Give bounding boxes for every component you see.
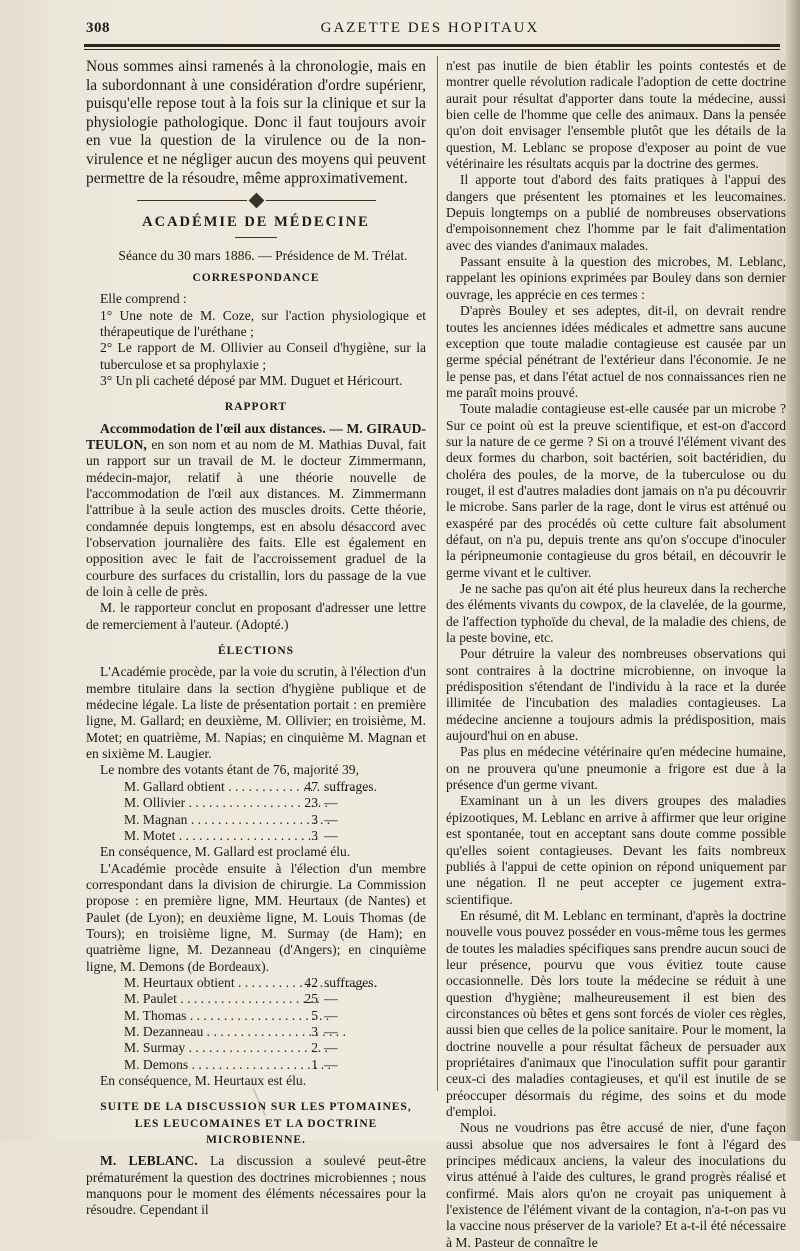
vote-table-1: [86, 779, 426, 844]
elections-paragraph: L'Académie procède, par la voie du scrutin, à l'élection d'un membre titulaire dans la section d'hygiène publique et de médecine légale. La liste de présentation portait : en première ligne, M. Gallard; en deuxième, M. Ollivier; en troisième, M. Motet; en quatrième, M. Napias; en cinquième M. Magnan et en sixième M. Laugier.: [86, 664, 426, 762]
vote-count: 47: [304, 778, 318, 794]
body-paragraph: Examinant un à un les divers groupes des maladies épizootiques, M. Leblanc en arrive à affirmer que leur origine est spontanée, tout en acceptant sans doute comme possible qu'elles soient contagieuses. Devant les faits nombreux publiés à l'appui de cette opinion on répond uniquement par une négation. Il ne peut accepter ce jugement extra-scientifique.: [446, 793, 786, 907]
column-divider: [437, 56, 438, 1091]
vote-label: —: [324, 795, 338, 811]
vote-name: M. Magnan . . .: [124, 812, 292, 828]
vote-table-2: [86, 975, 426, 1073]
vote-label: —: [324, 1007, 338, 1023]
vote-count: 3: [311, 827, 318, 843]
rapport-lead: Accommodation de l'œil aux distances. — M. GIRAUD-TEULON,: [86, 420, 426, 452]
vote-row: [124, 828, 426, 844]
rapport-conclusion: M. le rapporteur conclut en proposant d'adresser une lettre de remerciement à l'auteur. (Adopté.): [86, 600, 426, 632]
vote-label: —: [324, 991, 338, 1007]
vote-row: [124, 795, 426, 811]
elections-paragraph: En conséquence, M. Heurtaux est élu.: [100, 1073, 307, 1088]
body-paragraph: Je ne sache pas qu'on ait été plus heureux dans la recherche des éléments vivants du cowpox, de la clavelée, de la gourme, de l'affection typhoïde du cheval, de la maladie des chiens, de la peste bovine, etc.: [446, 581, 786, 646]
vote-label: —: [324, 811, 338, 827]
body-paragraph: n'est pas inutile de bien établir les points contestés et de montrer quelle révolution radicale l'adoption de cette doctrine aurait pour résultat d'apporter dans toute la médecine, aussi bien celle de l'homme que celle des animaux. Dans la pensée qu'on doit envisager l'ensemble plutôt que les détails de la question, M. Leblanc se propose d'exposer au point de vue vétérinaire les résultats acquis par la doctrine des germes.: [446, 58, 786, 172]
vote-name: M. Dezanneau . . .: [124, 1024, 292, 1040]
elections-paragraph: L'Académie procède ensuite à l'élection d'un membre correspondant dans la division de chirurgie. La Commission propose : en première ligne, MM. Heurtaux (de Nantes) et Paulet (de Lyon); en deuxième ligne, M. Louis Thomas (de Tours); en troisième ligne, M. Surmay (de Ham); en quatrième ligne, M. Dezanneau (d'Angers); en cinquième ligne, M. Demons (de Bordeaux).: [86, 860, 426, 974]
discussion-body: La discussion a soulevé peut-être prématurément la question des doctrines microbiennes ; nous manquons pour le moment des éléments nécessaires pour la résoudre. Cependant il: [86, 1153, 427, 1218]
body-paragraph: D'après Bouley et ses adeptes, dit-il, on devrait rendre toutes les anciennes idées médicales et admettre sans aucune exception que toute maladie contagieuse est causée par un germe spécial pénétrant de l'extérieur dans l'économie. Je ne le pense pas, et dans l'état actuel de nos connaissances rien ne me paraît moins prouvé.: [446, 303, 786, 400]
body-paragraph: Il apporte tout d'abord des faits pratiques à l'appui des dangers que présentent les ptomaines et les leucomaines. Depuis longtemps on a publié de nombreuses observations d'empoisonnement chez l'homme par le fait d'alimentation avec des viandes d'animaux malades.: [446, 172, 786, 253]
discussion-speaker: M. LEBLANC.: [100, 1153, 198, 1169]
page-edge: [786, 0, 800, 1141]
vote-row: [124, 991, 426, 1007]
correspondance-item: 2° Le rapport de M. Ollivier au Conseil d'hygiène, sur la tuberculose et sa prophylaxie ;: [100, 340, 426, 372]
vote-label: —: [324, 1040, 338, 1056]
elections-paragraph: Le nombre des votants étant de 76, majorité 39,: [100, 762, 359, 778]
section-ornament: [86, 192, 426, 208]
vote-count: 23: [304, 795, 318, 811]
vote-name: M. Thomas . . .: [124, 1008, 292, 1024]
running-head: GAZETTE DES HOPITAUX: [320, 20, 540, 36]
correspondance-intro: Elle comprend :: [100, 291, 187, 307]
vote-name: M. Ollivier . . .: [124, 795, 292, 811]
vote-name: M. Gallard obtient . . .: [124, 779, 292, 795]
vote-row: [124, 779, 426, 795]
left-column: [86, 58, 426, 1219]
vote-name: M. Heurtaux obtient . . .: [124, 975, 292, 991]
header-rule-thick: [84, 44, 780, 47]
vote-row: [124, 1057, 426, 1073]
vote-label: —: [324, 827, 338, 843]
vote-label: —: [324, 1056, 338, 1072]
vote-name: M. Surmay . . .: [124, 1040, 292, 1056]
vote-count: 25: [304, 991, 318, 1007]
vote-row: [124, 1024, 426, 1040]
discussion-paragraph: [86, 1153, 426, 1218]
vote-row: [124, 1008, 426, 1024]
body-paragraph: Pour détruire la valeur des nombreuses observations qui sont contraires à la doctrine microbienne, on invoque la prédisposition s'étendant de l'individu à la race et la durée illimitée de l'incubation des maladies contagieuses. La médecine ancienne a toujours admis la prédisposition, mais aujourd'hui on en abuse.: [446, 646, 786, 744]
academy-title: ACADÉMIE DE MÉDECINE: [142, 214, 370, 231]
body-paragraph: Pas plus en médecine vétérinaire qu'en médecine humaine, on ne prouvera qu'une pneumonie a frigore est due à la présence d'un germe vivant.: [446, 744, 786, 793]
vote-count: 5: [311, 1007, 318, 1023]
vote-label: suffrages.: [324, 778, 377, 794]
vote-count: 3: [311, 811, 318, 827]
vote-count: 2: [311, 1040, 318, 1056]
right-column: [446, 58, 786, 1251]
vote-name: M. Demons . . .: [124, 1057, 292, 1073]
intro-paragraph: Nous sommes ainsi ramenés à la chronologie, mais en la subordonnant à une considération d'ordre supérienr, puisqu'elle repose tout à la fois sur la clinique et sur la physiologie pathologique. Donc il faut toujours avoir en vue la question de la virulence ou de la non-virulence et ne négliger aucun des moyens qui peuvent permettre de la résoudre, même approximativement.: [86, 58, 426, 187]
body-paragraph: Nous ne voudrions pas être accusé de nier, d'une façon aussi absolue que nos adversaires le font à l'égard des principes médicaux anciens, la valeur des inoculations du virus atténué à l'aide des cultures, le grand progrès réalisé et confirmé. Mais alors qu'on ne croyait pas uniquement à l'existence de l'élément vivant de la contagion, n'a-t-on pas vu la vaccine nous préserver de la variole? Et a-t-il été nécessaire à M. Pasteur de connaître le: [446, 1120, 786, 1250]
rapport-heading: RAPPORT: [224, 401, 288, 414]
correspondance-heading: CORRESPONDANCE: [192, 271, 320, 284]
elections-heading: ÉLECTIONS: [217, 645, 295, 658]
correspondance-item: 3° Un pli cacheté déposé par MM. Duguet et Héricourt.: [100, 372, 403, 388]
body-paragraph: Passant ensuite à la question des microbes, M. Leblanc, rappelant les opinions exprimées par Bouley dans son dernier ouvrage, les apprécie en ces termes :: [446, 254, 786, 302]
vote-row: [124, 975, 426, 991]
correspondance-item: 1° Une note de M. Coze, sur l'action physiologique et thérapeutique de l'uréthane ;: [100, 307, 426, 339]
rapport-paragraph: [86, 421, 426, 601]
vote-count: 42: [304, 974, 318, 990]
discussion-heading: SUITE DE LA DISCUSSION SUR LES PTOMAINES, LES LEUCOMAINES ET LA DOCTRINE MICROBIENNE.: [100, 1101, 412, 1147]
vote-label: —: [324, 1023, 338, 1039]
page-number: 308: [86, 20, 110, 36]
body-paragraph: Toute maladie contagieuse est-elle causée par un microbe ? Sur ce point où est la preuve scientifique, et est-on d'accord sur la nature de ce germe ? Si on a trouvé l'élément vivant des deux formes du charbon, soit bactérien, soit bactéridien, du choléra des poules, de la morve, de la tuberculose ou du rouget, il est d'autres maladies dont jamais on n'a pu découvrir le microbe. Sans parler de la rage, dont le virus est atténué ou exaspéré par des procédés où cette culture fait absolument défaut, on n'a pu, depuis trente ans qu'on s'occupe d'inoculer la péripneumonie contagieuse du gros bétail, en découvrir le germe vivant et le cultiver.: [446, 401, 786, 580]
vote-count: 3: [311, 1023, 318, 1039]
vote-name: M. Paulet . . .: [124, 991, 292, 1007]
session-line: Séance du 30 mars 1886. — Présidence de M. Trélat.: [118, 247, 408, 263]
rapport-body: en son nom et au nom de M. Mathias Duval, fait un rapport sur un travail de M. le docteur Zimmermann, médecin-major, relatif à une théorie nouvelle de l'accommodation de l'œil aux distances. M. Zimmermann l'attribue à la seule action des muscles droits. Cette théorie, condamnée depuis longtemps, est en absolu désaccord avec l'observation journalière des faits. Elle est également en opposition avec le fait de l'accroissement graduel de la courbure des surfaces du cristallin, lors du passage de la vue de loin à celle de près.: [86, 436, 426, 600]
header-rule-thin: [84, 49, 780, 50]
elections-paragraph: En conséquence, M. Gallard est proclamé élu.: [100, 844, 351, 860]
body-paragraph: En résumé, dit M. Leblanc en terminant, d'après la doctrine nouvelle vous pouvez posséder en vous-même tous les germes de toutes les maladies spécifiques sans prendre aucun souci de leur présence, pourvu que vous évitiez toute cause occasionnelle. Dès lors toute la médecine se réduit à une question d'hygiène; malheureusement il est bien des circonstances où bêtes et gens sont forcés de violer ces règles, aussi bien que celles de la police sanitaire. Pour le moment, la doctrine nouvelle a pour résultat fâcheux de persuader aux propriétaires d'animaux que l'inoculation suffit pour garantir ceux-ci des maladies contagieuses, et qu'il est inutile de se préoccuper désormais du régime, des soins et du mode d'emploi.: [446, 907, 786, 1119]
vote-count: 1: [311, 1056, 318, 1072]
title-rule: [235, 237, 277, 238]
vote-label: suffrages.: [324, 974, 377, 990]
vote-row: [124, 812, 426, 828]
vote-name: M. Motet . . .: [124, 828, 292, 844]
vote-row: [124, 1040, 426, 1056]
